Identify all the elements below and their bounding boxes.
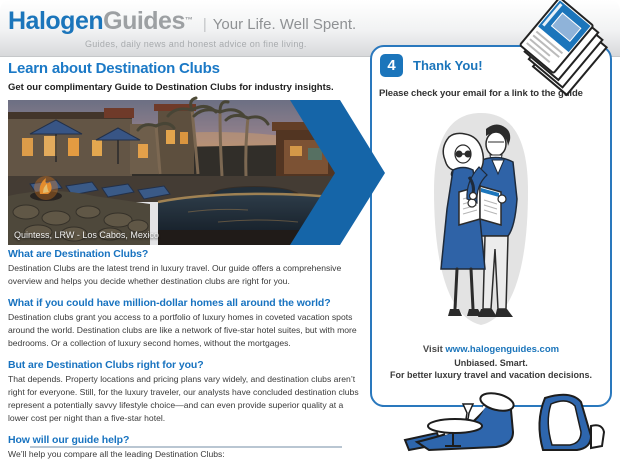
trademark-symbol: ™ <box>184 15 193 25</box>
brand-logo <box>8 7 356 36</box>
panel-tagline-1: Unbiased. Smart. <box>454 358 528 368</box>
section-heading: But are Destination Clubs right for you? <box>8 359 204 371</box>
section-body: That depends. Property locations and pricing plans vary widely, and destination clubs aren’t right for everyone. Still, for the luxury traveler, our analysts have concluded destination clubs represent a potentially savvy lifestyle choice—and can even provide superior quality at a lower cost per night than a five-star hotel. <box>8 374 359 423</box>
step-number-badge: 4 <box>380 54 403 77</box>
panel-tagline-2: For better luxury travel and vacation decisions. <box>389 370 593 380</box>
logo-separator: | <box>202 16 207 33</box>
logo-halogen: Halogen <box>8 7 104 35</box>
panel-message: Please check your email for a link to the guide <box>379 88 583 99</box>
visit-line <box>372 344 610 355</box>
section-body: We’ll help you compare all the leading Destination Clubs: <box>8 449 225 459</box>
section-body: Destination clubs grant you access to a portfolio of luxury homes in coveted vacation spots around the world. Destination clubs are like a network of five-star hotel suites, but with more bedrooms. Or a collection of luxury second homes, without the mortgages. <box>8 312 357 348</box>
table-top-rule <box>30 446 342 448</box>
chevron-right-icon <box>285 100 390 245</box>
section-heading: What are Destination Clubs? <box>8 248 149 260</box>
brand-tagline: Guides, daily news and honest advice on fine living. <box>85 39 307 49</box>
page-subtitle: Get our complimentary Guide to Destination Clubs for industry insights. <box>8 82 334 93</box>
couple-reading-illustration <box>414 107 549 339</box>
panel-title: Thank You! <box>413 58 483 73</box>
halogenguides-link[interactable]: www.halogenguides.com <box>445 344 560 355</box>
section-right-for-you <box>8 359 366 425</box>
section-body: Destination Clubs are the latest trend in luxury travel. Our guide offers a comprehensive overview and helps you decide whether destination clubs are right for you. <box>8 263 342 286</box>
section-million-dollar-homes <box>8 297 366 350</box>
section-heading: What if you could have million-dollar homes all around the world? <box>8 297 331 309</box>
page-title: Learn about Destination Clubs <box>8 60 220 77</box>
article-sections <box>8 248 366 461</box>
photo-caption: Quintess, LRW - Los Cabos, Mexico <box>14 230 159 240</box>
magazine-stack-illustration <box>508 0 616 110</box>
brand-slogan: Your Life. Well Spent. <box>212 16 357 33</box>
logo-guides: Guides <box>103 7 185 35</box>
visit-label: Visit <box>422 344 443 355</box>
section-what-are <box>8 248 366 288</box>
section-heading: How will our guide help? <box>8 434 130 446</box>
lounge-seats-illustration <box>393 392 620 450</box>
